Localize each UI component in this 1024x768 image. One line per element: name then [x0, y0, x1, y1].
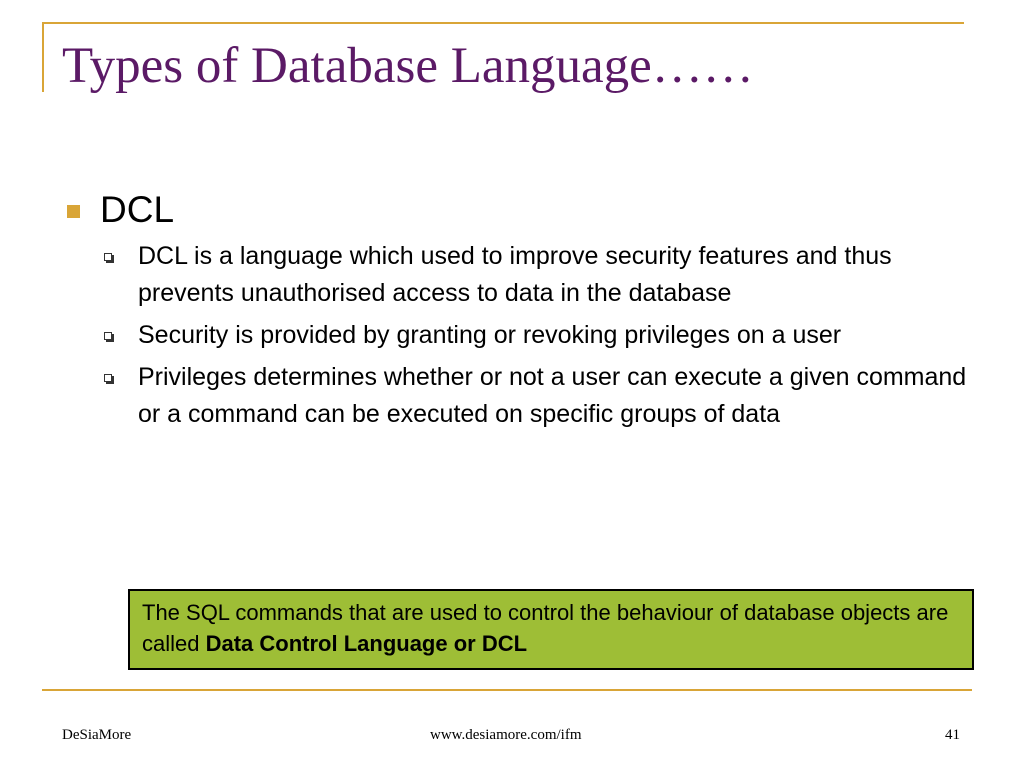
sub-bullet-text: Security is provided by granting or revoking privileges on a user [138, 321, 842, 349]
sub-bullet-text: Privileges determines whether or not a user can execute a given command or a command can be executed on specific groups of data [138, 363, 967, 428]
slide-title: Types of Database Language…… [62, 38, 754, 94]
hollow-square-bullet-icon [104, 332, 112, 340]
callout-text: The SQL commands that are used to control the behaviour of database objects are called [142, 600, 949, 656]
sub-bullet-item [60, 317, 968, 354]
square-bullet-icon [67, 205, 80, 218]
page-number: 41 [945, 727, 960, 743]
bullet-item-dcl [60, 188, 972, 232]
sub-bullet-item [60, 238, 968, 312]
slide-content [60, 188, 972, 438]
hollow-square-bullet-icon [104, 374, 112, 382]
hollow-square-bullet-icon [104, 253, 112, 261]
sub-bullet-text: DCL is a language which used to improve security features and thus prevents unauthorised access to data in the database [138, 242, 892, 307]
callout-bold-term: Data Control Language or DCL [205, 631, 528, 656]
sub-bullet-item [60, 359, 968, 433]
title-frame-left-rule [42, 22, 44, 92]
footer-brand: DeSiaMore [62, 727, 132, 743]
bullet-heading: DCL [100, 189, 175, 230]
title-frame-top-rule [42, 22, 964, 24]
footer-rule [42, 689, 972, 691]
definition-callout-box [128, 589, 974, 670]
footer-url: www.desiamore.com/ifm [430, 727, 582, 743]
